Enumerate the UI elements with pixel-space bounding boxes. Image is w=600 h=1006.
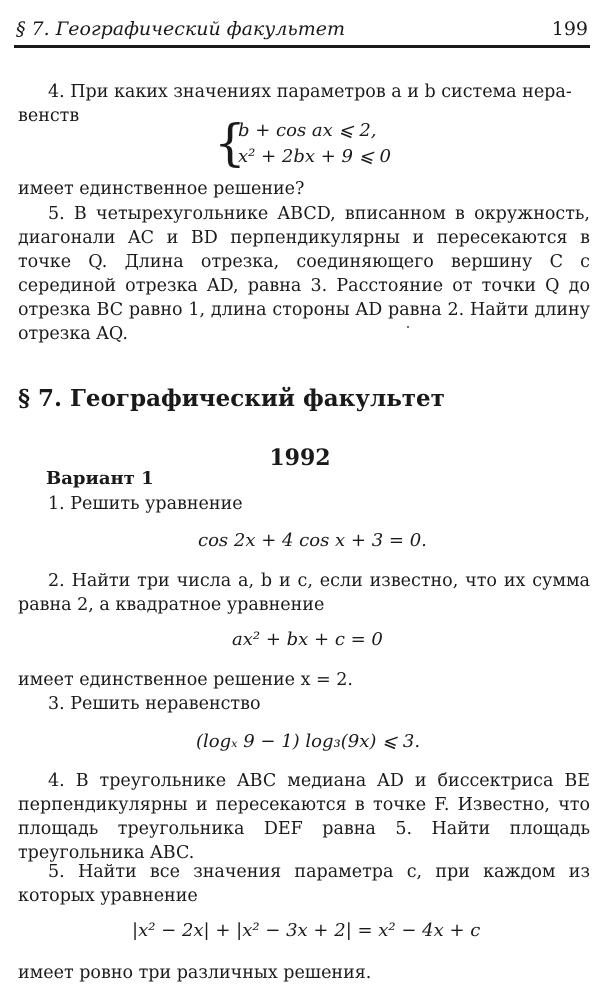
system-brace: {	[214, 114, 246, 172]
year-heading: 1992	[269, 445, 331, 471]
problem-5-equation: |x² − 2x| + |x² − 3x + 2| = x² − 4x + c	[132, 920, 481, 941]
problem-4: 4. В треугольнике ABC медиана AD и биссектриса BE перпендикулярны и пересекаются в точке F. Известно, что площадь треугольника DEF равна 5. Найти площадь треугольника ABC.	[18, 771, 590, 863]
problem-1: 1. Решить уравнение	[48, 494, 243, 514]
problem-3: 3. Решить неравенство	[48, 694, 261, 714]
problem-2-after: имеет единственное решение x = 2.	[18, 670, 353, 690]
variant-heading: Вариант 1	[46, 468, 154, 489]
problem-5: 5. Найти все значения параметра c, при каждом из которых уравнение	[18, 862, 590, 906]
problem-2: 2. Найти три числа a, b и c, если известно, что их сумма равна 2, а квадратное уравнение	[18, 571, 590, 615]
problem-4-line-1: 4. При каких значениях параметров a и b система нера-	[48, 82, 572, 102]
page-number: 199	[551, 18, 588, 40]
running-header	[16, 18, 588, 42]
system-inequality-2: x² + 2bx + 9 ⩽ 0	[238, 146, 391, 167]
section-title: § 7. Географический факультет	[18, 385, 445, 412]
header-section-title: § 7. Географический факультет	[16, 18, 346, 40]
problem-5-prev: 5. В четырехугольнике ABCD, вписанном в окружность, диагонали AC и BD перпендикулярны и пересекаются в точке Q. Длина отрезка, соединяющего вершину C с серединой отрезка AD, равна 3. Расстояние от точки Q до отрезка BC равно 1, длина стороны AD равна 2. Найти длину отрезка AQ.	[18, 204, 590, 344]
system-inequality-1: b + cos ax ⩽ 2,	[238, 120, 377, 141]
problem-2-equation: ax² + bx + c = 0	[232, 629, 383, 650]
problem-3-inequality: (logₓ 9 − 1) log₃(9x) ⩽ 3.	[196, 731, 421, 752]
problem-5-after: имеет ровно три различных решения.	[18, 963, 372, 983]
problem-4-line-2: венств	[18, 106, 80, 126]
problem-1-equation: cos 2x + 4 cos x + 3 = 0.	[198, 530, 427, 551]
problem-4-after: имеет единственное решение?	[18, 179, 305, 199]
header-rule	[14, 45, 590, 48]
speck	[407, 326, 409, 328]
